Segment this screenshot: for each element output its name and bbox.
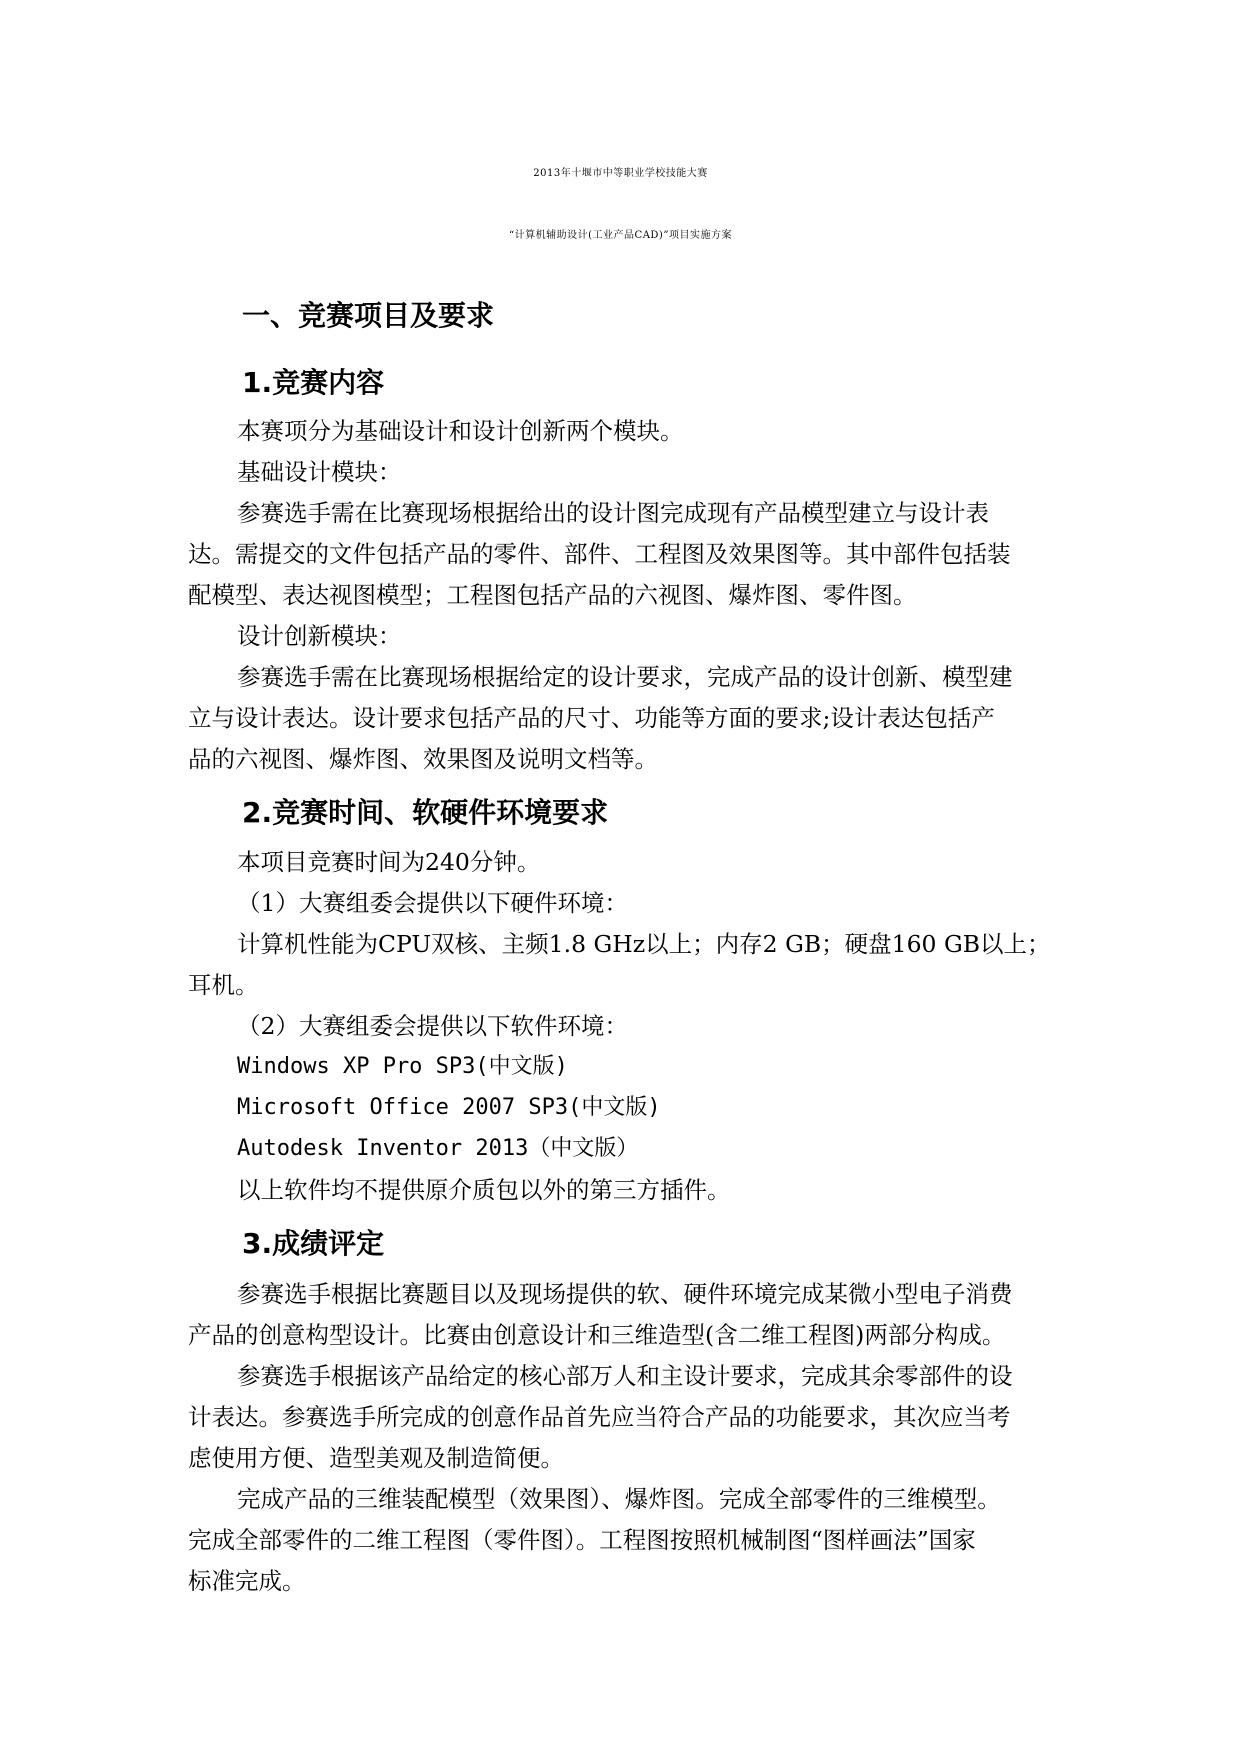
paragraph-line: 完成全部零件的二维工程图（零件图）。工程图按照机械制图“图样画法”国家 [188, 1526, 976, 1554]
paragraph-line: 虑使用方便、造型美观及制造简便。 [188, 1444, 564, 1472]
paragraph-line: （2）大赛组委会提供以下软件环境： [237, 1012, 628, 1040]
paragraph-line: 配模型、表达视图模型；工程图包括产品的六视图、爆炸图、零件图。 [188, 581, 917, 609]
paragraph-line: 本赛项分为基础设计和设计创新两个模块。 [237, 417, 684, 445]
subsection-heading-3: 3.成绩评定 [242, 1227, 385, 1260]
paragraph-line: 标准完成。 [188, 1567, 306, 1595]
subsection-heading-1: 1.竞赛内容 [242, 366, 385, 399]
paragraph-line: 参赛选手需在比赛现场根据给出的设计图完成现有产品模型建立与设计表 [237, 499, 989, 527]
paragraph-line: 计表达。参赛选手所完成的创意作品首先应当符合产品的功能要求，其次应当考 [188, 1403, 1011, 1431]
subsection-heading-2: 2.竞赛时间、软硬件环境要求 [242, 796, 609, 829]
document-title-line-2: “计算机辅助设计(工业产品CAD)”项目实施方案 [509, 230, 732, 241]
paragraph-line: 参赛选手需在比赛现场根据给定的设计要求，完成产品的设计创新、模型建 [237, 663, 1013, 691]
paragraph-line: 产品的创意构型设计。比赛由创意设计和三维造型(含二维工程图)两部分构成。 [188, 1321, 1006, 1349]
paragraph-line: 达。需提交的文件包括产品的零件、部件、工程图及效果图等。其中部件包括装 [188, 540, 1011, 568]
paragraph-line: 参赛选手根据该产品给定的核心部万人和主设计要求，完成其余零部件的设 [237, 1362, 1013, 1390]
paragraph-line: 计算机性能为CPU双核、主频1.8 GHz以上；内存2 GB；硬盘160 GB以上； [237, 930, 1051, 958]
section-heading: 一、竞赛项目及要求 [242, 299, 495, 332]
paragraph-line: （1）大赛组委会提供以下硬件环境： [237, 889, 628, 917]
paragraph-line: 立与设计表达。设计要求包括产品的尺寸、功能等方面的要求;设计表达包括产 [188, 704, 995, 732]
paragraph-line: 参赛选手根据比赛题目以及现场提供的软、硬件环境完成某微小型电子消费 [237, 1280, 1013, 1308]
paragraph-line: 品的六视图、爆炸图、效果图及说明文档等。 [188, 745, 658, 773]
paragraph-line: 完成产品的三维装配模型（效果图）、爆炸图。完成全部零件的三维模型。 [237, 1485, 1001, 1513]
paragraph-line: 设计创新模块： [237, 622, 402, 650]
paragraph-line: 以上软件均不提供原介质包以外的第三方插件。 [237, 1176, 731, 1204]
paragraph-line: 本项目竞赛时间为240分钟。 [237, 848, 541, 876]
paragraph-line: 耳机。 [188, 971, 259, 999]
software-item: Autodesk Inventor 2013（中文版） [237, 1136, 639, 1161]
paragraph-line: 基础设计模块： [237, 458, 402, 486]
software-item: Windows XP Pro SP3(中文版) [237, 1054, 568, 1079]
document-title-line-1: 2013年十堰市中等职业学校技能大赛 [533, 168, 708, 179]
software-item: Microsoft Office 2007 SP3(中文版) [237, 1095, 661, 1120]
